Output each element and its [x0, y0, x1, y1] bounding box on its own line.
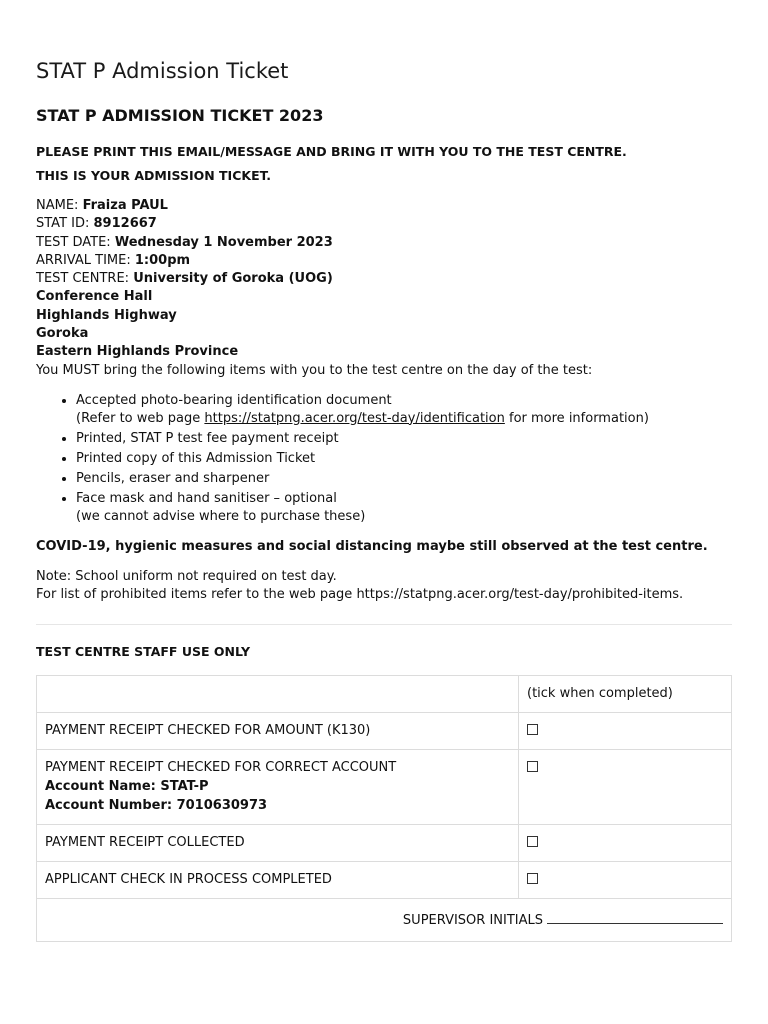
covid-notice: COVID-19, hygienic measures and social distancing maybe still observed at the test centre. — [36, 538, 708, 554]
item-id-ref-suffix: for more information) — [509, 410, 649, 426]
name-value: Fraiza PAUL — [82, 198, 168, 213]
item-payment-receipt: Printed, STAT P test fee payment receipt — [76, 430, 339, 446]
uniform-note: Note: School uniform not required on test day. — [36, 568, 337, 584]
name-label: NAME: — [36, 198, 79, 213]
test-centre-row — [36, 270, 732, 288]
checkbox-check-in[interactable] — [527, 873, 538, 884]
supervisor-initials-cell — [37, 898, 732, 941]
stat-id-row — [36, 215, 732, 233]
tick-column-header: (tick when completed) — [519, 675, 732, 712]
table-row — [37, 712, 732, 749]
address-line-1: Conference Hall — [36, 289, 153, 305]
item-id-ref-prefix: (Refer to web page — [76, 410, 201, 426]
item-id-document: Accepted photo-bearing identification document — [76, 392, 392, 408]
ticket-heading: STAT P ADMISSION TICKET 2023 — [36, 106, 324, 125]
check-account-label: PAYMENT RECEIPT CHECKED FOR CORRECT ACCOUNT — [45, 759, 397, 775]
list-item — [76, 490, 732, 526]
receipt-collected-label: PAYMENT RECEIPT COLLECTED — [37, 824, 519, 861]
supervisor-initials-field[interactable] — [547, 911, 723, 924]
test-date-row — [36, 234, 732, 252]
arrival-time-label: ARRIVAL TIME: — [36, 252, 131, 268]
test-date-label: TEST DATE: — [36, 234, 111, 250]
address-line-3: Goroka — [36, 326, 89, 342]
page-title: STAT P Admission Ticket — [36, 59, 289, 83]
candidate-details — [36, 197, 732, 362]
identification-link[interactable]: https://statpng.acer.org/test-day/identification — [204, 410, 505, 426]
item-face-mask: Face mask and hand sanitiser – optional — [76, 490, 337, 506]
item-pencils: Pencils, eraser and sharpener — [76, 470, 270, 486]
staff-section-heading: TEST CENTRE STAFF USE ONLY — [36, 643, 251, 659]
check-account-cell — [37, 749, 519, 824]
stat-id-value: 8912667 — [93, 216, 157, 232]
address-line-2: Highlands Highway — [36, 307, 177, 323]
table-row — [37, 749, 732, 824]
account-name: Account Name: STAT-P — [45, 778, 209, 794]
address-line-4: Eastern Highlands Province — [36, 344, 239, 360]
check-in-completed-label: APPLICANT CHECK IN PROCESS COMPLETED — [37, 861, 519, 898]
notes — [36, 568, 732, 604]
checkbox-receipt-collected[interactable] — [527, 836, 538, 847]
prohibited-items-note: For list of prohibited items refer to the web page https://statpng.acer.org/test-day/prohibited-items. — [36, 586, 684, 602]
required-items-list — [36, 392, 732, 526]
table-row — [37, 824, 732, 861]
ticket-instruction: THIS IS YOUR ADMISSION TICKET. — [36, 168, 271, 183]
table-row — [37, 898, 732, 941]
section-divider — [36, 624, 732, 625]
item-face-mask-note: (we cannot advise where to purchase these) — [76, 508, 366, 524]
table-cell-empty — [37, 675, 519, 712]
table-row — [37, 861, 732, 898]
arrival-time-value: 1:00pm — [134, 252, 191, 268]
check-amount-label: PAYMENT RECEIPT CHECKED FOR AMOUNT (K130) — [37, 712, 519, 749]
list-item — [76, 392, 732, 428]
arrival-time-row — [36, 252, 732, 270]
print-instruction: PLEASE PRINT THIS EMAIL/MESSAGE AND BRING IT WITH YOU TO THE TEST CENTRE. — [36, 144, 627, 159]
must-bring-text: You MUST bring the following items with you to the test centre on the day of the test: — [36, 362, 593, 378]
name-row — [36, 197, 732, 215]
list-item — [76, 450, 732, 468]
list-item — [76, 470, 732, 488]
item-admission-ticket-copy: Printed copy of this Admission Ticket — [76, 450, 316, 466]
supervisor-initials-label: SUPERVISOR INITIALS — [402, 912, 543, 928]
checkbox-amount[interactable] — [527, 724, 538, 735]
list-item — [76, 430, 732, 448]
stat-id-label: STAT ID: — [36, 216, 90, 232]
account-number: Account Number: 7010630973 — [45, 797, 268, 813]
test-date-value: Wednesday 1 November 2023 — [114, 234, 333, 250]
test-centre-label: TEST CENTRE: — [36, 271, 130, 287]
table-row — [37, 675, 732, 712]
staff-checklist-table — [36, 675, 732, 942]
checkbox-account[interactable] — [527, 761, 538, 772]
test-centre-value: University of Goroka (UOG) — [133, 271, 333, 287]
